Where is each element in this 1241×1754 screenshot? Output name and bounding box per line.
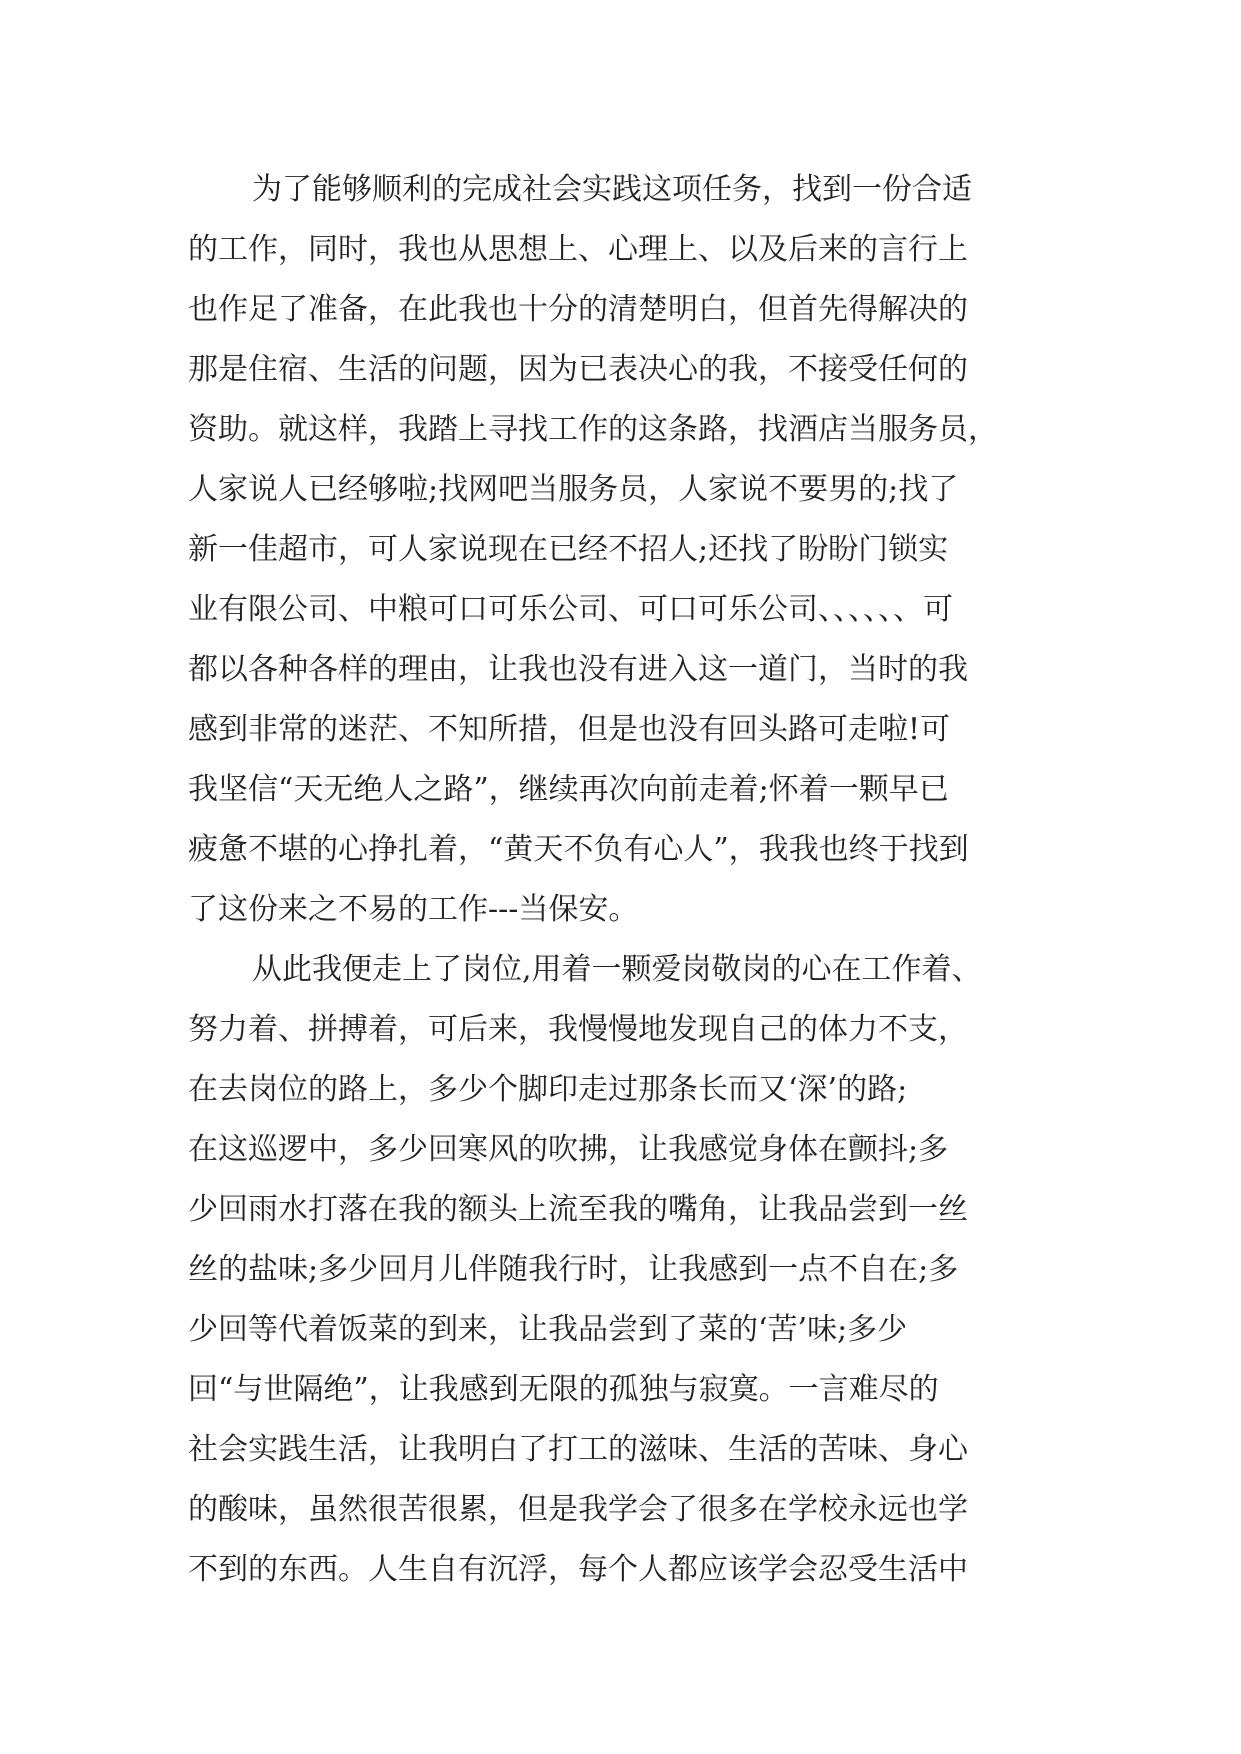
text-line: 丝的盐味;多少回月儿伴随我行时，让我感到一点不自在;多 <box>188 1252 959 1287</box>
text-line: 也作足了准备，在此我也十分的清楚明白，但首先得解决的 <box>188 292 968 327</box>
paragraph-2 <box>188 940 1068 1600</box>
text-line: 都以各种各样的理由，让我也没有进入这一道门，当时的我 <box>188 652 968 687</box>
text-line: 的酸味，虽然很苦很累，但是我学会了很多在学校永远也学 <box>188 1492 968 1527</box>
text-line: 少回雨水打落在我的额头上流至我的嘴角，让我品尝到一丝 <box>188 1192 968 1227</box>
text-line: 在这巡逻中，多少回寒风的吹拂，让我感觉身体在颤抖;多 <box>188 1132 949 1167</box>
text-line: 业有限公司、中粮可口可乐公司、可口可乐公司、、、、、、可 <box>188 592 953 627</box>
document-body <box>188 160 1068 1600</box>
text-line: 的工作，同时，我也从思想上、心理上、以及后来的言行上 <box>188 232 968 267</box>
text-line: 新一佳超市，可人家说现在已经不招人;还找了盼盼门锁实 <box>188 532 949 567</box>
text-line: 回“与世隔绝”，让我感到无限的孤独与寂寞。一言难尽的 <box>188 1372 939 1407</box>
text-line: 感到非常的迷茫、不知所措，但是也没有回头路可走啦!可 <box>188 712 951 747</box>
paragraph-1 <box>188 160 1068 940</box>
text-line: 在去岗位的路上，多少个脚印走过那条长而又‘深’的路; <box>188 1072 908 1107</box>
text-line: 资助。就这样，我踏上寻找工作的这条路，找酒店当服务员， <box>188 412 998 447</box>
text-line: 那是住宿、生活的问题，因为已表决心的我，不接受任何的 <box>188 352 968 387</box>
text-line: 疲惫不堪的心挣扎着，“黄天不负有心人”，我我也终于找到 <box>188 832 969 867</box>
text-line: 为了能够顺利的完成社会实践这项任务，找到一份合适 <box>252 172 972 207</box>
text-line: 努力着、拼搏着，可后来，我慢慢地发现自己的体力不支， <box>188 1012 968 1047</box>
text-line: 社会实践生活，让我明白了打工的滋味、生活的苦味、身心 <box>188 1432 968 1467</box>
text-line: 人家说人已经够啦;找网吧当服务员，人家说不要男的;找了 <box>188 472 959 507</box>
text-line: 少回等代着饭菜的到来，让我品尝到了菜的‘苦’味;多少 <box>188 1312 908 1347</box>
text-line: 从此我便走上了岗位,用着一颗爱岗敬岗的心在工作着、 <box>252 952 982 987</box>
text-line: 不到的东西。人生自有沉浮，每个人都应该学会忍受生活中 <box>188 1552 968 1587</box>
text-line: 了这份来之不易的工作---当保安。 <box>188 892 639 927</box>
text-line: 我坚信“天无绝人之路”，继续再次向前走着;怀着一颗早已 <box>188 772 949 807</box>
